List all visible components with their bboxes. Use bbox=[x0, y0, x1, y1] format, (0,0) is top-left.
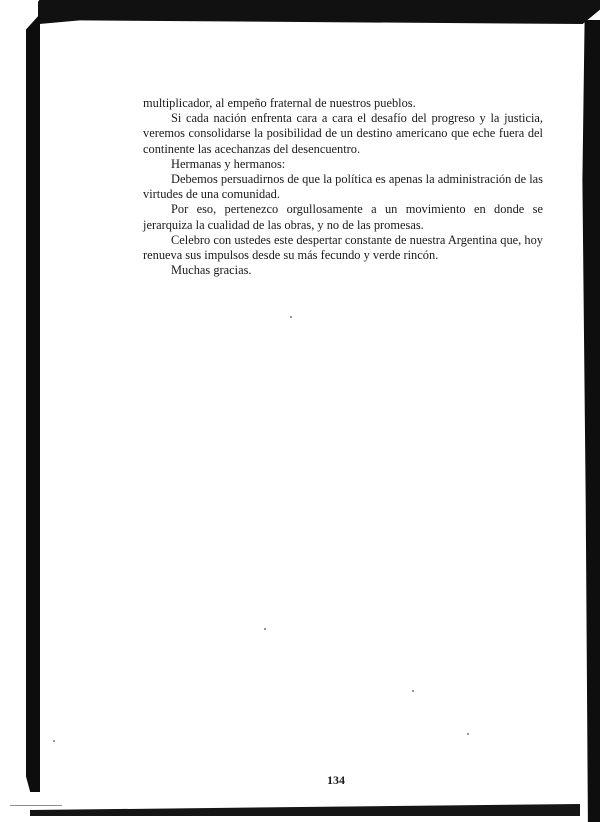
scan-speck bbox=[467, 733, 469, 735]
corner-smudge bbox=[10, 795, 62, 806]
scan-speck bbox=[290, 316, 292, 318]
paragraph: multiplicador, al empeño fraternal de nuestros pueblos. bbox=[143, 96, 416, 110]
paragraph: Por eso, pertenezco orgullosamente a un movimiento en donde se jerarquiza la cualidad de las obras, y no de las promesas. bbox=[143, 202, 543, 232]
body-text bbox=[143, 96, 543, 278]
page-number: 134 bbox=[327, 773, 345, 787]
paragraph: Si cada nación enfrenta cara a cara el desafío del progreso y la justicia, veremos consolidarse la posibilidad de un destino americano que eche fuera del continente las acechanzas del desencuentro. bbox=[143, 111, 543, 156]
paragraph: Celebro con ustedes este despertar constante de nuestra Argentina que, hoy renueva sus impulsos desde su más fecundo y verde rincón. bbox=[143, 232, 543, 263]
scan-speck bbox=[412, 690, 414, 692]
scan-border-right bbox=[578, 20, 600, 822]
paragraph: Hermanas y hermanos: bbox=[171, 156, 286, 171]
scan-border-bottom bbox=[30, 804, 580, 816]
paragraph: Muchas gracias. bbox=[171, 263, 252, 278]
scan-border-left bbox=[26, 14, 40, 792]
scan-border-top bbox=[22, 0, 600, 24]
paragraph: Debemos persuadirnos de que la política es apenas la administración de las virtudes de una comunidad. bbox=[143, 172, 543, 202]
scan-speck bbox=[264, 628, 266, 630]
scan-speck bbox=[53, 740, 55, 742]
